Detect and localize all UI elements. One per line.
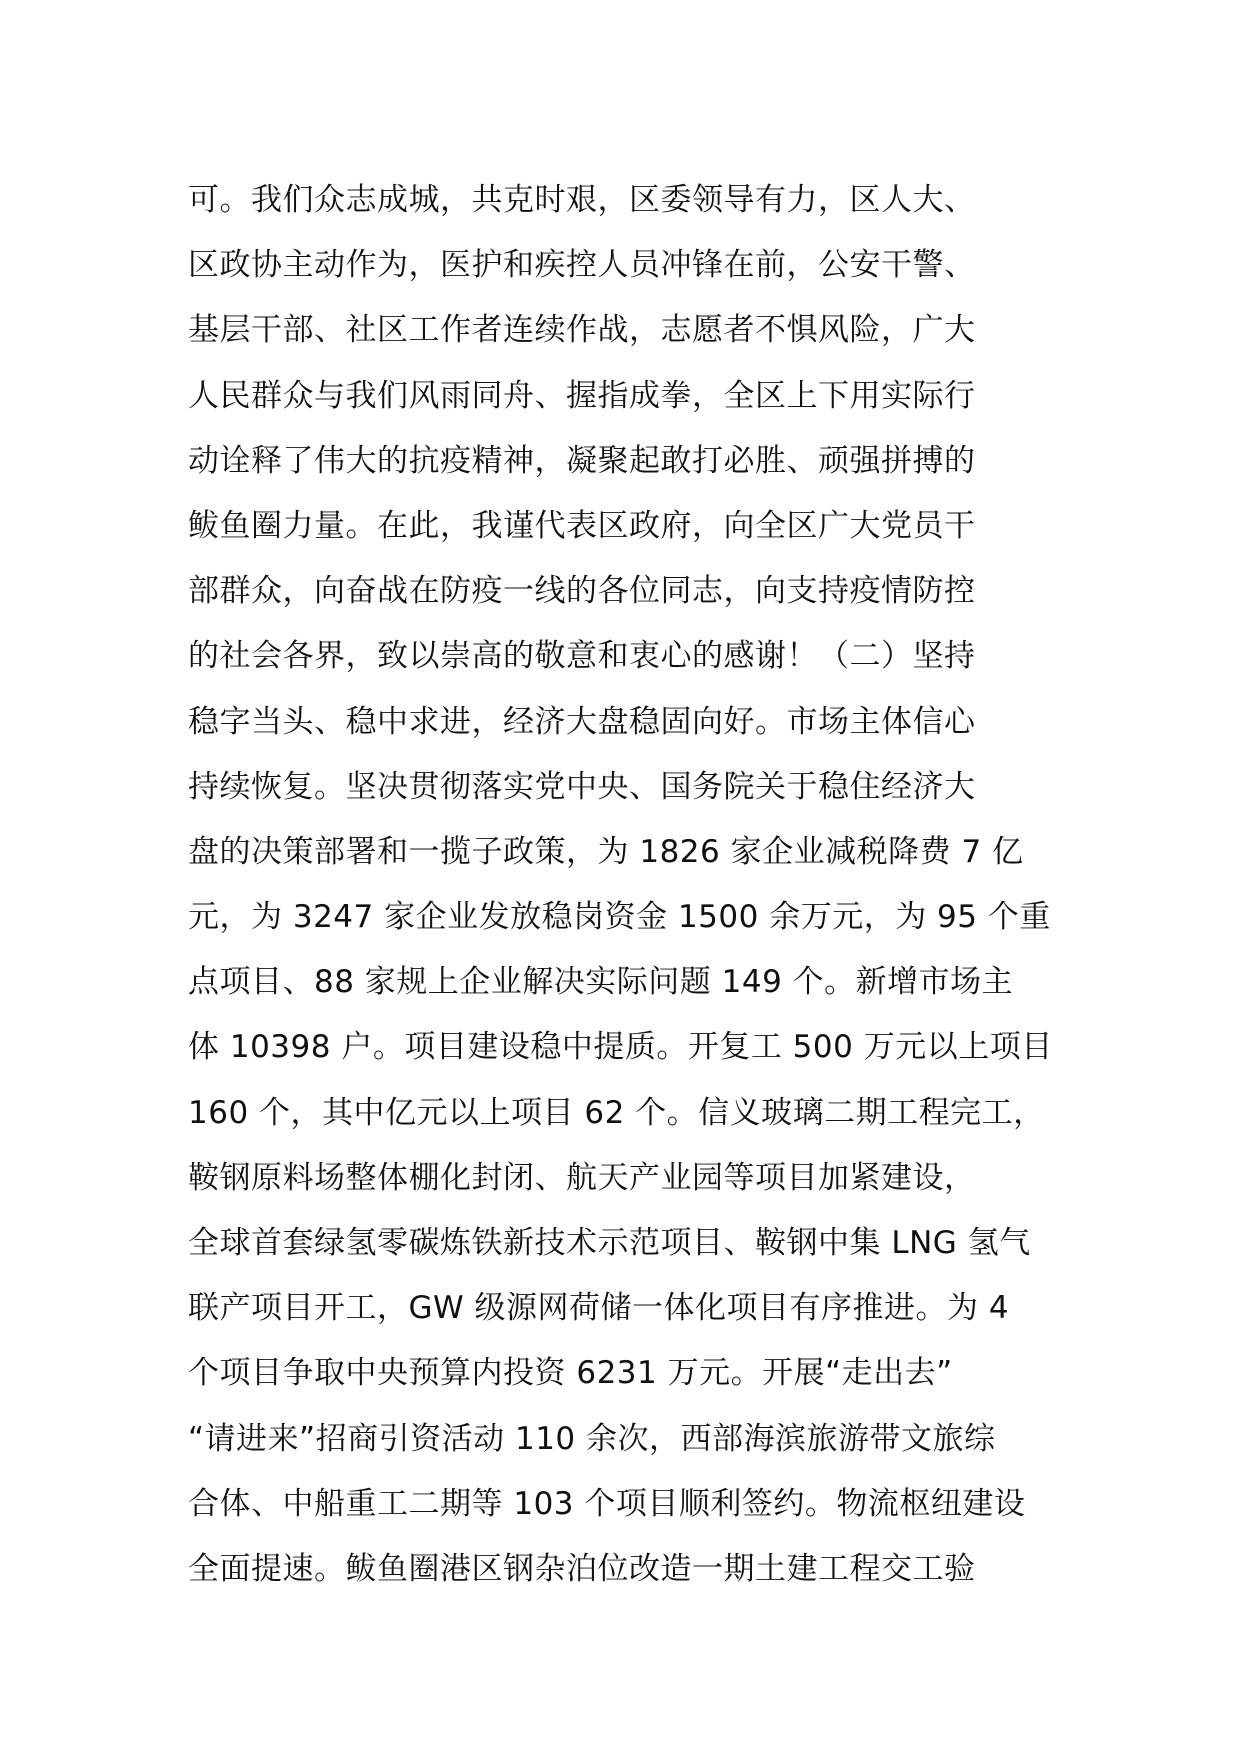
text-line: 个项目争取中央预算内投资 6231 万元。开展“走出去” bbox=[188, 1355, 953, 1392]
text-line: 鲅鱼圈力量。在此，我谨代表区政府，向全区广大党员干 bbox=[188, 507, 976, 544]
text-line: 区政协主动作为，医护和疾控人员冲锋在前，公安干警、 bbox=[188, 247, 976, 284]
text-line: 联产项目开工，GW 级源网荷储一体化项目有序推进。为 4 bbox=[188, 1290, 1010, 1327]
text-line: 元，为 3247 家企业发放稳岗资金 1500 余万元，为 95 个重 bbox=[188, 899, 1051, 936]
text-line: 160 个，其中亿元以上项目 62 个。信义玻璃二期工程完工， bbox=[188, 1094, 1045, 1131]
text-line: 基层干部、社区工作者连续作战，志愿者不惧风险，广大 bbox=[188, 312, 976, 349]
text-line: 全球首套绿氢零碳炼铁新技术示范项目、鞍钢中集 LNG 氢气 bbox=[188, 1225, 1031, 1261]
text-line: “请进来”招商引资活动 110 余次，西部海滨旅游带文旅综 bbox=[188, 1420, 996, 1457]
text-line: 全面提速。鲅鱼圈港区钢杂泊位改造一期土建工程交工验 bbox=[188, 1550, 976, 1587]
body-text bbox=[188, 168, 1088, 1602]
text-line: 盘的决策部署和一揽子政策，为 1826 家企业减税降费 7 亿 bbox=[188, 833, 1024, 870]
text-line: 点项目、88 家规上企业解决实际问题 149 个。新增市场主 bbox=[188, 964, 1014, 1001]
text-line: 的社会各界，致以崇高的敬意和衷心的感谢！（二）坚持 bbox=[188, 638, 976, 675]
text-line: 动诠释了伟大的抗疫精神，凝聚起敢打必胜、顽强拼搏的 bbox=[188, 442, 976, 479]
text-line: 部群众，向奋战在防疫一线的各位同志，向支持疫情防控 bbox=[188, 573, 976, 610]
text-line: 持续恢复。坚决贯彻落实党中央、国务院关于稳住经济大 bbox=[188, 768, 976, 805]
text-line: 可。我们众志成城，共克时艰，区委领导有力，区人大、 bbox=[188, 182, 976, 218]
text-line: 鞍钢原料场整体棚化封闭、航天产业园等项目加紧建设， bbox=[188, 1159, 976, 1196]
text-line: 体 10398 户。项目建设稳中提质。开复工 500 万元以上项目 bbox=[188, 1029, 1053, 1066]
text-line: 人民群众与我们风雨同舟、握指成拳，全区上下用实际行 bbox=[188, 377, 976, 414]
text-line: 合体、中船重工二期等 103 个项目顺利签约。物流枢纽建设 bbox=[188, 1485, 1026, 1522]
text-line: 稳字当头、稳中求进，经济大盘稳固向好。市场主体信心 bbox=[188, 703, 976, 740]
